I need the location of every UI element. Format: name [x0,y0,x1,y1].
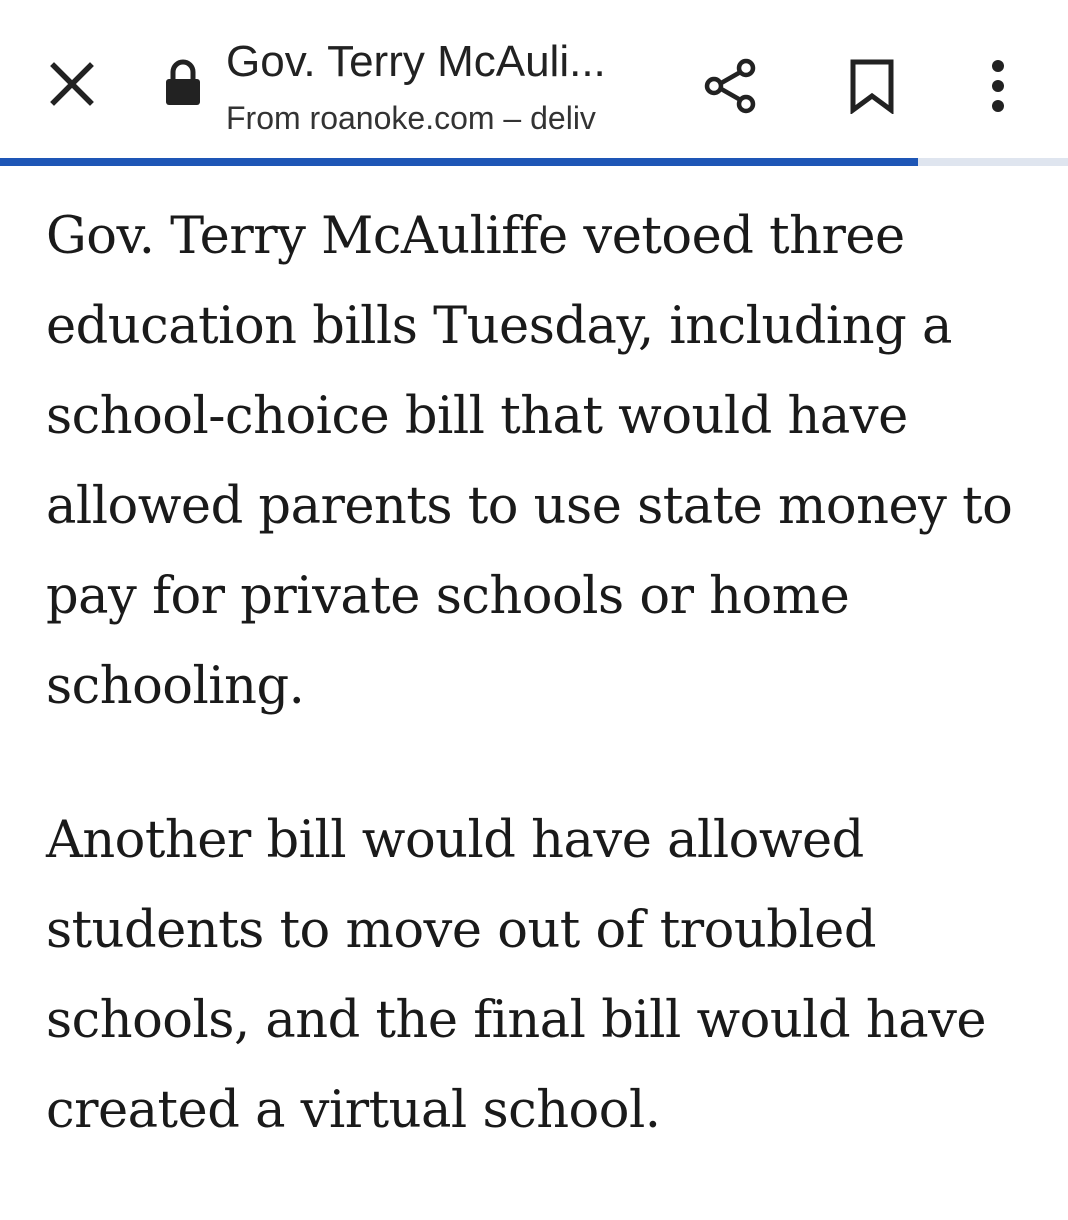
page-source: From roanoke.com – deliv [226,100,596,136]
page-load-progress-fill [0,158,918,166]
page-load-progress-bar [0,158,1068,166]
bookmark-button[interactable] [836,50,908,122]
article-body [46,192,1036,1220]
bookmark-icon [847,58,897,114]
close-button[interactable] [40,52,104,116]
article-paragraph: Another bill would have allowed students to move out of troubled schools, and the final bill would have created a virtual school. [46,811,987,1140]
article-paragraph: Gov. Terry McAuliffe vetoed three education bills Tuesday, including a school-choice bill that would have allowed parents to use state money to pay for private schools or home schooling. [46,207,1013,716]
page-title-block[interactable] [226,34,638,140]
share-button[interactable] [694,50,766,122]
top-app-bar [0,0,1068,160]
lock-icon [160,58,206,108]
share-icon [700,56,760,116]
more-vert-icon [988,58,1008,114]
page-title: Gov. Terry McAuli... [226,37,606,86]
close-icon [50,62,94,106]
more-options-button[interactable] [962,50,1034,122]
